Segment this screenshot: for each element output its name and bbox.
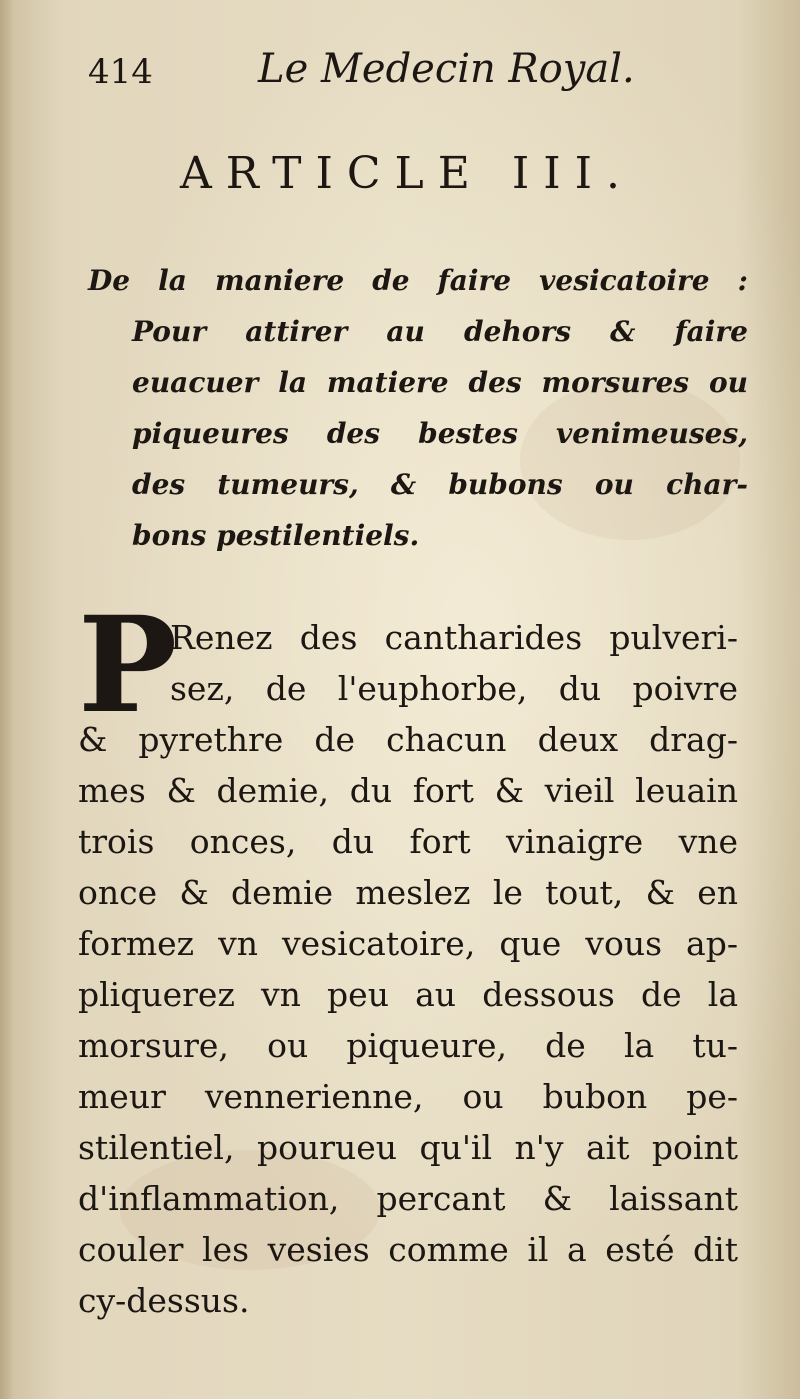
subtitle-line: des tumeurs, & bubons ou char- (132, 468, 748, 501)
page-binding-shadow (0, 0, 14, 1399)
subtitle-line: euacuer la matiere des morsures ou (132, 366, 748, 399)
drop-cap: P (78, 588, 178, 743)
subtitle-line: piqueures des bestes venimeuses, (132, 417, 748, 450)
body-line: sez, de l'euphorbe, du poivre (170, 669, 738, 708)
running-title: Le Medecin Royal. (258, 46, 635, 92)
subtitle-line: Pour attirer au dehors & faire (132, 315, 748, 348)
body-line: couler les vesies comme il a esté dit (78, 1230, 738, 1269)
body-line: pliquerez vn peu au dessous de la (78, 975, 738, 1014)
subtitle-line: bons pestilentiels. (132, 519, 420, 552)
body-line: once & demie meslez le tout, & en (78, 873, 738, 912)
body-line: cy-dessus. (78, 1281, 250, 1320)
article-subtitle (88, 255, 748, 561)
body-line: Renez des cantharides pulveri- (170, 618, 738, 657)
subtitle-line: De la maniere de faire vesicatoire : (88, 264, 748, 297)
body-line: trois onces, du fort vinaigre vne (78, 822, 738, 861)
article-heading: ARTICLE III. (180, 148, 634, 199)
body-paragraph (78, 588, 738, 1326)
body-line: stilentiel, pourueu qu'il n'y ait point (78, 1128, 738, 1167)
body-line: d'inflammation, percant & laissant (78, 1179, 738, 1218)
body-line: & pyrethre de chacun deux drag- (78, 720, 738, 759)
running-header (88, 40, 648, 100)
body-line: mes & demie, du fort & vieil leuain (78, 771, 738, 810)
body-line: meur vennerienne, ou bubon pe- (78, 1077, 738, 1116)
body-line: morsure, ou piqueure, de la tu- (78, 1026, 738, 1065)
body-line: formez vn vesicatoire, que vous ap- (78, 924, 738, 963)
page-number: 414 (88, 52, 153, 92)
